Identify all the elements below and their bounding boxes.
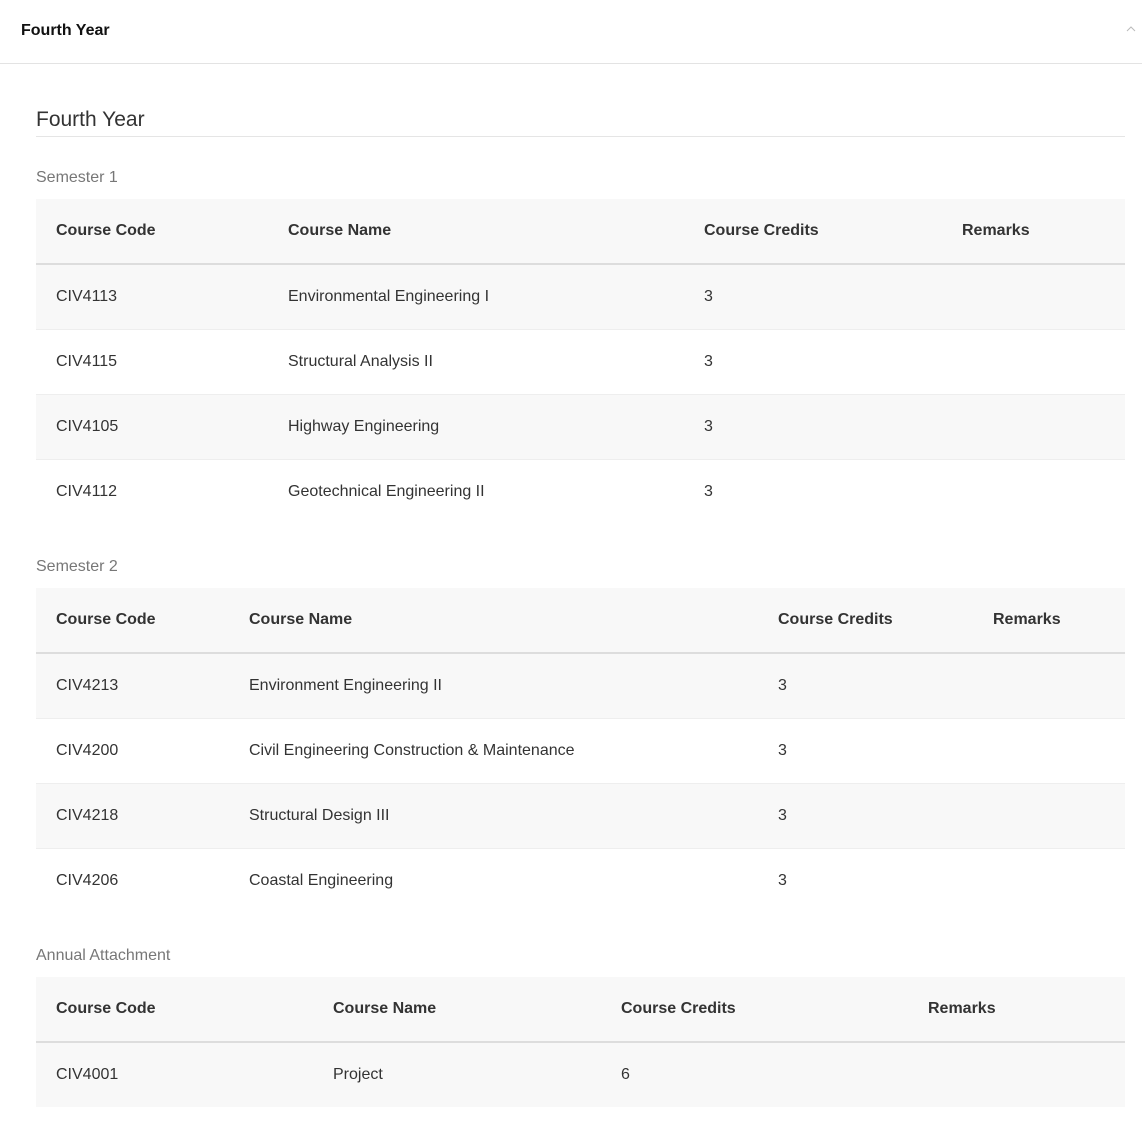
cell-course-code: CIV4115 (36, 329, 268, 394)
year-title: Fourth Year (36, 108, 145, 131)
table-row (36, 718, 1125, 783)
table-header-row (36, 199, 1125, 264)
table-header-row (36, 977, 1125, 1042)
table-row (36, 848, 1125, 913)
header-course-name: Course Name (268, 199, 684, 264)
table-row (36, 264, 1125, 329)
cell-remarks (973, 848, 1125, 913)
cell-course-code: CIV4001 (36, 1042, 313, 1107)
table-row (36, 783, 1125, 848)
table-row (36, 1042, 1125, 1107)
table-row (36, 394, 1125, 459)
header-remarks: Remarks (942, 199, 1125, 264)
header-course-name: Course Name (313, 977, 601, 1042)
cell-course-credits: 3 (758, 718, 973, 783)
cell-remarks (973, 783, 1125, 848)
cell-course-credits: 3 (684, 264, 942, 329)
section-label-annual-attachment: Annual Attachment (36, 947, 171, 964)
cell-course-code: CIV4200 (36, 718, 229, 783)
cell-course-code: CIV4218 (36, 783, 229, 848)
cell-course-name: Structural Design III (229, 783, 758, 848)
cell-course-code: CIV4206 (36, 848, 229, 913)
header-course-credits: Course Credits (684, 199, 942, 264)
cell-course-credits: 3 (758, 848, 973, 913)
header-course-code: Course Code (36, 977, 313, 1042)
accordion-title: Fourth Year (21, 22, 110, 39)
cell-remarks (942, 264, 1125, 329)
cell-course-credits: 3 (684, 394, 942, 459)
cell-remarks (942, 394, 1125, 459)
header-remarks: Remarks (973, 588, 1125, 653)
cell-course-code: CIV4105 (36, 394, 268, 459)
year-title-divider (36, 136, 1125, 137)
cell-remarks (942, 329, 1125, 394)
cell-course-name: Coastal Engineering (229, 848, 758, 913)
header-course-credits: Course Credits (601, 977, 908, 1042)
cell-course-name: Environment Engineering II (229, 653, 758, 718)
cell-course-name: Project (313, 1042, 601, 1107)
table-header-row (36, 588, 1125, 653)
cell-course-name: Environmental Engineering I (268, 264, 684, 329)
header-course-name: Course Name (229, 588, 758, 653)
cell-course-name: Geotechnical Engineering II (268, 459, 684, 524)
table-row (36, 459, 1125, 524)
cell-remarks (973, 718, 1125, 783)
chevron-up-icon[interactable] (1126, 24, 1136, 34)
cell-course-credits: 3 (758, 653, 973, 718)
cell-course-code: CIV4113 (36, 264, 268, 329)
cell-course-credits: 6 (601, 1042, 908, 1107)
table-row (36, 329, 1125, 394)
cell-remarks (942, 459, 1125, 524)
course-table-semester-2 (36, 588, 1125, 913)
course-table-semester-1 (36, 199, 1125, 524)
course-table-annual-attachment (36, 977, 1125, 1107)
accordion-header-fourth-year[interactable] (0, 0, 1142, 64)
cell-course-name: Structural Analysis II (268, 329, 684, 394)
header-course-code: Course Code (36, 199, 268, 264)
cell-course-credits: 3 (684, 459, 942, 524)
cell-course-credits: 3 (758, 783, 973, 848)
cell-course-code: CIV4213 (36, 653, 229, 718)
cell-course-name: Civil Engineering Construction & Maintenance (229, 718, 758, 783)
header-remarks: Remarks (908, 977, 1125, 1042)
header-course-credits: Course Credits (758, 588, 973, 653)
table-row (36, 653, 1125, 718)
cell-remarks (973, 653, 1125, 718)
cell-course-credits: 3 (684, 329, 942, 394)
section-label-semester-1: Semester 1 (36, 169, 118, 186)
header-course-code: Course Code (36, 588, 229, 653)
cell-course-name: Highway Engineering (268, 394, 684, 459)
cell-remarks (908, 1042, 1125, 1107)
section-label-semester-2: Semester 2 (36, 558, 118, 575)
cell-course-code: CIV4112 (36, 459, 268, 524)
